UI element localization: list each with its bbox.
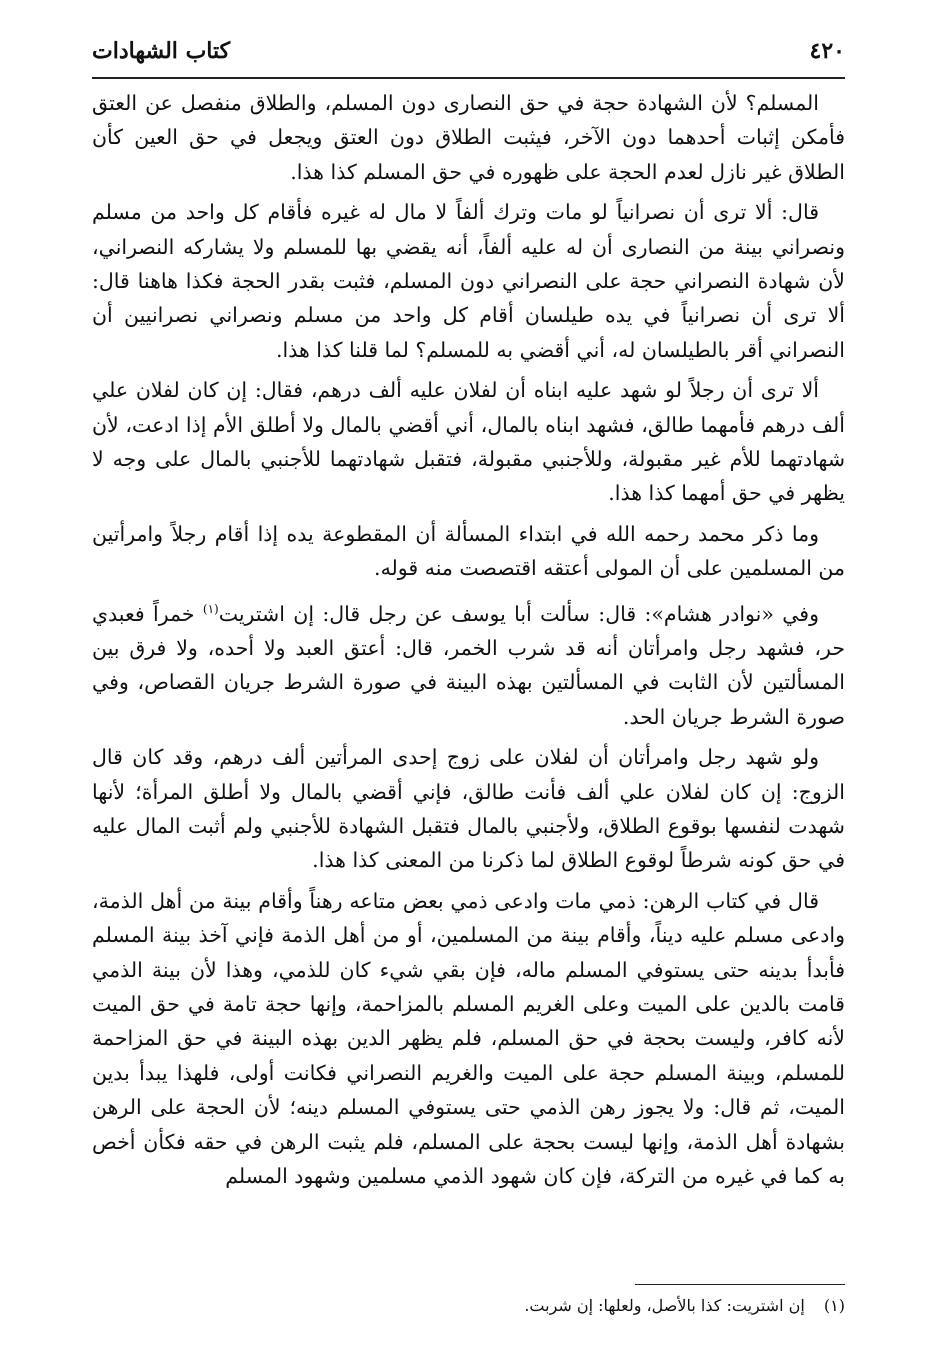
- footnote-text: إن اشتريت: كذا بالأصل، ولعلها: إن شربت.: [524, 1296, 805, 1315]
- paragraph: وما ذكر محمد رحمه الله في ابتداء المسألة أن المقطوعة يده إذا أقام رجلاً وامرأتين من المسلمين على أن المولى أعتقه اقتصصت منه قوله.: [92, 521, 845, 581]
- footnote-marker: (١): [202, 601, 219, 616]
- page-number: ٤٢٠: [809, 38, 845, 64]
- footnote: [92, 1294, 845, 1318]
- paragraph: المسلم؟ لأن الشهادة حجة في حق النصارى دون المسلم، والطلاق منفصل عن العتق فأمكن إثبات أحدهما دون الآخر، فيثبت الطلاق دون العتق ويجعل في حق العين كأن الطلاق غير نازل لعدم الحجة على ظهوره في حق المسلم كذا هذا.: [92, 91, 845, 184]
- header-rule: [92, 77, 845, 79]
- page-header: [92, 36, 845, 72]
- paragraph-text: وفي «نوادر هشام»: قال: سألت أبا يوسف عن رجل قال: إن اشتريت: [218, 601, 819, 626]
- paragraph-text: خمراً فعبدي حر، فشهد رجل وامرأتان أنه قد شرب الخمر، قال: أعتق العبد ولا أحده، ولا فرق بين المسألتين لأن الثابت في المسألتين بهذه البينة في صورة الشرط جريان القصاص، وفي صورة الشرط جريان الحد.: [92, 601, 845, 729]
- paragraph: ألا ترى أن رجلاً لو شهد عليه ابناه أن لفلان عليه ألف درهم، فقال: إن كان لفلان علي ألف درهم فأمهما طالق، فشهد ابناه بالمال، أني أقضي بالمال ولا أطلق الأم إذا ادعت، لأن شهادتهما للأم غير مقبولة، وللأجنبي مقبولة، فتقبل شهادتهما للأجنبي بالمال على وجه لا يظهر في حق أمهما كذا هذا.: [92, 378, 845, 506]
- paragraph: قال في كتاب الرهن: ذمي مات وادعى ذمي بعض متاعه رهناً وأقام بينة من أهل الذمة، وادعى مسلم عليه ديناً، وأقام بينة من المسلمين، أو من أهل الذمة فإني آخذ بينة المسلم فأبدأ بدينه حتى يستوفي المسلم ماله، فإن بقي شيء كان للذمي، وهذا لأن بينة الذمي قامت بالدين على الميت وعلى الغريم المسلم بالمزاحمة، وإنها حجة تامة في حق الميت لأنه كافر، وليست بحجة في حق المسلم، فلم يظهر الدين بهذه البينة في حق المزاحمة للمسلم، وبينة المسلم حجة على الميت والغريم النصراني فكانت أولى، فلهذا يبدأ بدين الميت، ثم قال: ولا يجوز رهن الذمي حتى يستوفي المسلم دينه؛ لأن الحجة على الرهن بشهادة أهل الذمة، وإنها ليست بحجة على المسلم، فلم يثبت الرهن في حقه فكأن أخص به كما في غيره من التركة، فإن كان شهود الذمي مسلمين وشهود المسلم: [92, 888, 845, 1189]
- body-text: [92, 86, 845, 1199]
- paragraph: [92, 592, 845, 734]
- paragraph: ولو شهد رجل وامرأتان أن لفلان على زوج إحدى المرأتين ألف درهم، وقد كان قال الزوج: إن كان لفلان علي ألف فأنت طالق، فإني أقضي بالمال ولا أطلق المرأة؛ لأنها شهدت لنفسها بوقوع الطلاق، ولأجنبي بالمال فتقبل الشهادة للأجنبي ولم أثبت المال عليه في حق كونه شرطاً لوقوع الطلاق لما ذكرنا من المعنى كذا هذا.: [92, 745, 845, 873]
- running-title: كتاب الشهادات: [92, 38, 231, 64]
- footnote-number: (١): [823, 1296, 845, 1315]
- footnote-rule: [635, 1284, 845, 1285]
- paragraph: قال: ألا ترى أن نصرانياً لو مات وترك ألفاً لا مال له غيره فأقام كل واحد من مسلم ونصراني بينة من النصارى أن له عليه ألفاً، أنه يقضي بها للمسلم ولا يشاركه النصراني، لأن شهادة النصراني حجة على النصراني دون المسلم، فثبت بقدر الحجة فكذا هاهنا قال: ألا ترى أن نصرانياً في يده طيلسان أقام كل واحد من مسلم ونصراني نصرانيين أن النصراني أقر بالطيلسان له، أني أقضي به للمسلم؟ لما قلنا كذا هذا.: [92, 200, 845, 362]
